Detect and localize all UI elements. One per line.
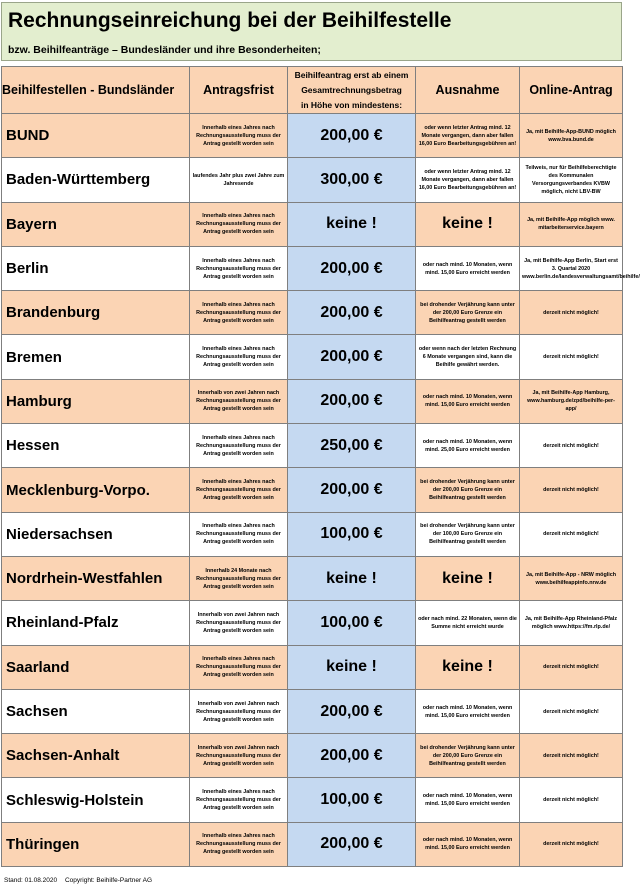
cell-betrag: 300,00 € bbox=[288, 158, 416, 202]
cell-frist: Innerhalb eines Jahres nach Rechnungsausstellung muss der Antrag gestellt worden sein bbox=[190, 645, 288, 689]
cell-online: Ja, mit Beihilfe-App Rheinland-Pfalz möglich www.https://fm.rlp.de/ bbox=[520, 601, 623, 645]
table-row bbox=[2, 468, 623, 512]
cell-frist: Innerhalb eines Jahres nach Rechnungsausstellung muss der Antrag gestellt worden sein bbox=[190, 512, 288, 556]
cell-betrag: 100,00 € bbox=[288, 778, 416, 822]
cell-online: Ja, mit Beihilfe-App Hamburg, www.hamburg.de/zpd/beihilfe-per-app/ bbox=[520, 379, 623, 423]
cell-online: Ja, mit Beihilfe-App - NRW möglich www.beihilfeappinfo.nrw.de bbox=[520, 556, 623, 600]
cell-frist: Innerhalb von zwei Jahren nach Rechnungsausstellung muss der Antrag gestellt worden sein bbox=[190, 601, 288, 645]
table-row bbox=[2, 246, 623, 290]
cell-online: derzeit nicht möglich! bbox=[520, 335, 623, 379]
cell-ausnahme: oder wenn letzter Antrag mind. 12 Monate vergangen, dann aber fallen 16,00 Euro Bearbeitungsgebühren an! bbox=[416, 114, 520, 158]
table-row bbox=[2, 689, 623, 733]
cell-land: Brandenburg bbox=[2, 291, 190, 335]
cell-frist: Innerhalb 24 Monate nach Rechnungsausstellung muss der Antrag gestellt worden sein bbox=[190, 556, 288, 600]
cell-online: derzeit nicht möglich! bbox=[520, 645, 623, 689]
cell-land: Schleswig-Holstein bbox=[2, 778, 190, 822]
cell-ausnahme: bei drohender Verjährung kann unter der 200,00 Euro Grenze ein Beihilfeantrag gestellt werden bbox=[416, 291, 520, 335]
cell-betrag: 200,00 € bbox=[288, 291, 416, 335]
table-row bbox=[2, 512, 623, 556]
cell-online: derzeit nicht möglich! bbox=[520, 822, 623, 866]
cell-ausnahme: oder nach mind. 10 Monaten, wenn mind. 15,00 Euro erreicht werden bbox=[416, 379, 520, 423]
table-row bbox=[2, 424, 623, 468]
cell-ausnahme: bei drohender Verjährung kann unter der 200,00 Euro Grenze ein Beihilfeantrag gestellt werden bbox=[416, 734, 520, 778]
column-header-online: Online-Antrag bbox=[520, 67, 623, 114]
column-header-betrag-line: Beihilfeantrag erst ab einem bbox=[294, 69, 409, 80]
cell-land: Sachsen-Anhalt bbox=[2, 734, 190, 778]
cell-online: derzeit nicht möglich! bbox=[520, 778, 623, 822]
cell-betrag: 200,00 € bbox=[288, 246, 416, 290]
cell-betrag: keine ! bbox=[288, 556, 416, 600]
title-box bbox=[1, 2, 622, 61]
table-row bbox=[2, 379, 623, 423]
cell-land: BUND bbox=[2, 114, 190, 158]
column-header-land: Beihilfestellen - Bundsländer bbox=[2, 67, 190, 114]
cell-ausnahme: oder nach mind. 10 Monaten, wenn mind. 15,00 Euro erreicht werden bbox=[416, 246, 520, 290]
table-row bbox=[2, 335, 623, 379]
cell-ausnahme: keine ! bbox=[416, 556, 520, 600]
cell-frist: Innerhalb von zwei Jahren nach Rechnungsausstellung muss der Antrag gestellt worden sein bbox=[190, 734, 288, 778]
beihilfe-table bbox=[1, 66, 640, 867]
cell-land: Rheinland-Pfalz bbox=[2, 601, 190, 645]
cell-betrag: keine ! bbox=[288, 645, 416, 689]
cell-online: derzeit nicht möglich! bbox=[520, 734, 623, 778]
cell-online: Ja, mit Beihilfe-App Berlin, Start erst 3. Quartal 2020 www.berlin.de/landesverwaltungsamt/beihilfe/ bbox=[520, 246, 623, 290]
cell-land: Nordrhein-Westfahlen bbox=[2, 556, 190, 600]
cell-land: Mecklenburg-Vorpo. bbox=[2, 468, 190, 512]
cell-frist: Innerhalb von zwei Jahren nach Rechnungsausstellung muss der Antrag gestellt worden sein bbox=[190, 689, 288, 733]
cell-online: derzeit nicht möglich! bbox=[520, 424, 623, 468]
page-title: Rechnungseinreichung bei der Beihilfestelle bbox=[8, 9, 452, 32]
cell-frist: Innerhalb eines Jahres nach Rechnungsausstellung muss der Antrag gestellt worden sein bbox=[190, 246, 288, 290]
cell-ausnahme: bei drohender Verjährung kann unter der 100,00 Euro Grenze ein Beihilfeantrag gestellt werden bbox=[416, 512, 520, 556]
cell-ausnahme: oder nach mind. 10 Monaten, wenn mind. 15,00 Euro erreicht werden bbox=[416, 822, 520, 866]
cell-land: Bayern bbox=[2, 202, 190, 246]
column-header-betrag-line: Gesamtrechnungsbetrag bbox=[301, 84, 402, 95]
table-row bbox=[2, 822, 623, 866]
table-row bbox=[2, 291, 623, 335]
cell-ausnahme: bei drohender Verjährung kann unter der 200,00 Euro Grenze ein Beihilfeantrag gestellt werden bbox=[416, 468, 520, 512]
cell-frist: Innerhalb eines Jahres nach Rechnungsausstellung muss der Antrag gestellt worden sein bbox=[190, 202, 288, 246]
cell-frist: Innerhalb eines Jahres nach Rechnungsausstellung muss der Antrag gestellt worden sein bbox=[190, 822, 288, 866]
page-subtitle: bzw. Beihilfeanträge – Bundesländer und ihre Besonderheiten; bbox=[8, 44, 321, 56]
cell-frist: Innerhalb von zwei Jahren nach Rechnungsausstellung muss der Antrag gestellt worden sein bbox=[190, 379, 288, 423]
cell-land: Berlin bbox=[2, 246, 190, 290]
cell-frist: Innerhalb eines Jahres nach Rechnungsausstellung muss der Antrag gestellt worden sein bbox=[190, 468, 288, 512]
cell-ausnahme: oder nach mind. 10 Monaten, wenn mind. 15,00 Euro erreicht werden bbox=[416, 778, 520, 822]
cell-frist: laufendes Jahr plus zwei Jahre zum Jahresende bbox=[190, 158, 288, 202]
table-body bbox=[2, 114, 640, 867]
cell-betrag: 200,00 € bbox=[288, 734, 416, 778]
cell-ausnahme: oder wenn letzter Antrag mind. 12 Monate vergangen, dann aber fallen 16,00 Euro Bearbeitungsgebühren an! bbox=[416, 158, 520, 202]
cell-betrag: 200,00 € bbox=[288, 822, 416, 866]
cell-land: Saarland bbox=[2, 645, 190, 689]
cell-land: Niedersachsen bbox=[2, 512, 190, 556]
cell-land: Thüringen bbox=[2, 822, 190, 866]
cell-land: Hessen bbox=[2, 424, 190, 468]
table-row bbox=[2, 114, 623, 158]
column-header-betrag bbox=[288, 67, 416, 114]
cell-betrag: 200,00 € bbox=[288, 689, 416, 733]
cell-land: Sachsen bbox=[2, 689, 190, 733]
footer bbox=[4, 877, 158, 884]
table-row bbox=[2, 778, 623, 822]
table-row bbox=[2, 645, 623, 689]
cell-betrag: 200,00 € bbox=[288, 114, 416, 158]
table-row bbox=[2, 158, 623, 202]
cell-land: Baden-Württemberg bbox=[2, 158, 190, 202]
cell-online: Ja, mit Beihilfe-App möglich www. mitarbeiterservice.bayern bbox=[520, 202, 623, 246]
table-row bbox=[2, 202, 623, 246]
table-row bbox=[2, 601, 623, 645]
cell-frist: Innerhalb eines Jahres nach Rechnungsausstellung muss der Antrag gestellt worden sein bbox=[190, 291, 288, 335]
column-header-betrag-line: in Höhe von mindestens: bbox=[300, 99, 403, 110]
cell-frist: Innerhalb eines Jahres nach Rechnungsausstellung muss der Antrag gestellt worden sein bbox=[190, 335, 288, 379]
table-row bbox=[2, 734, 623, 778]
cell-online: derzeit nicht möglich! bbox=[520, 468, 623, 512]
cell-betrag: keine ! bbox=[288, 202, 416, 246]
cell-ausnahme: oder nach mind. 10 Monaten, wenn mind. 25,00 Euro erreicht werden bbox=[416, 424, 520, 468]
cell-online: Ja, mit Beihilfe-App-BUND möglich www.bva.bund.de bbox=[520, 114, 623, 158]
table-row bbox=[2, 556, 623, 600]
cell-frist: Innerhalb eines Jahres nach Rechnungsausstellung muss der Antrag gestellt worden sein bbox=[190, 424, 288, 468]
cell-betrag: 200,00 € bbox=[288, 379, 416, 423]
cell-betrag: 250,00 € bbox=[288, 424, 416, 468]
cell-land: Bremen bbox=[2, 335, 190, 379]
cell-online: derzeit nicht möglich! bbox=[520, 689, 623, 733]
cell-ausnahme: keine ! bbox=[416, 202, 520, 246]
column-header-ausnahme: Ausnahme bbox=[416, 67, 520, 114]
column-header-frist: Antragsfrist bbox=[190, 67, 288, 114]
cell-frist: Innerhalb eines Jahres nach Rechnungsausstellung muss der Antrag gestellt worden sein bbox=[190, 778, 288, 822]
cell-frist: Innerhalb eines Jahres nach Rechnungsausstellung muss der Antrag gestellt worden sein bbox=[190, 114, 288, 158]
footer-stand: Stand: 01.08.2020 bbox=[4, 877, 58, 884]
table-header-row bbox=[2, 67, 623, 114]
cell-online: derzeit nicht möglich! bbox=[520, 512, 623, 556]
footer-copyright: Copyright: Beihilfe-Partner AG bbox=[64, 877, 153, 884]
cell-online: derzeit nicht möglich! bbox=[520, 291, 623, 335]
cell-ausnahme: keine ! bbox=[416, 645, 520, 689]
cell-ausnahme: oder nach mind. 10 Monaten, wenn mind. 15,00 Euro erreicht werden bbox=[416, 689, 520, 733]
cell-online: Teilweis, nur für Beihilfeberechtigte des Kommunalen Versorgungsverbandes KVBW möglich, nicht LBV-BW bbox=[520, 158, 623, 202]
cell-betrag: 100,00 € bbox=[288, 601, 416, 645]
cell-betrag: 200,00 € bbox=[288, 468, 416, 512]
cell-betrag: 100,00 € bbox=[288, 512, 416, 556]
cell-betrag: 200,00 € bbox=[288, 335, 416, 379]
cell-ausnahme: oder nach mind. 22 Monaten, wenn die Summe nicht erreicht wurde bbox=[416, 601, 520, 645]
cell-ausnahme: oder wenn nach der letzten Rechnung 6 Monate vergangen sind, kann die Beihilfe gewährt werden. bbox=[416, 335, 520, 379]
cell-land: Hamburg bbox=[2, 379, 190, 423]
